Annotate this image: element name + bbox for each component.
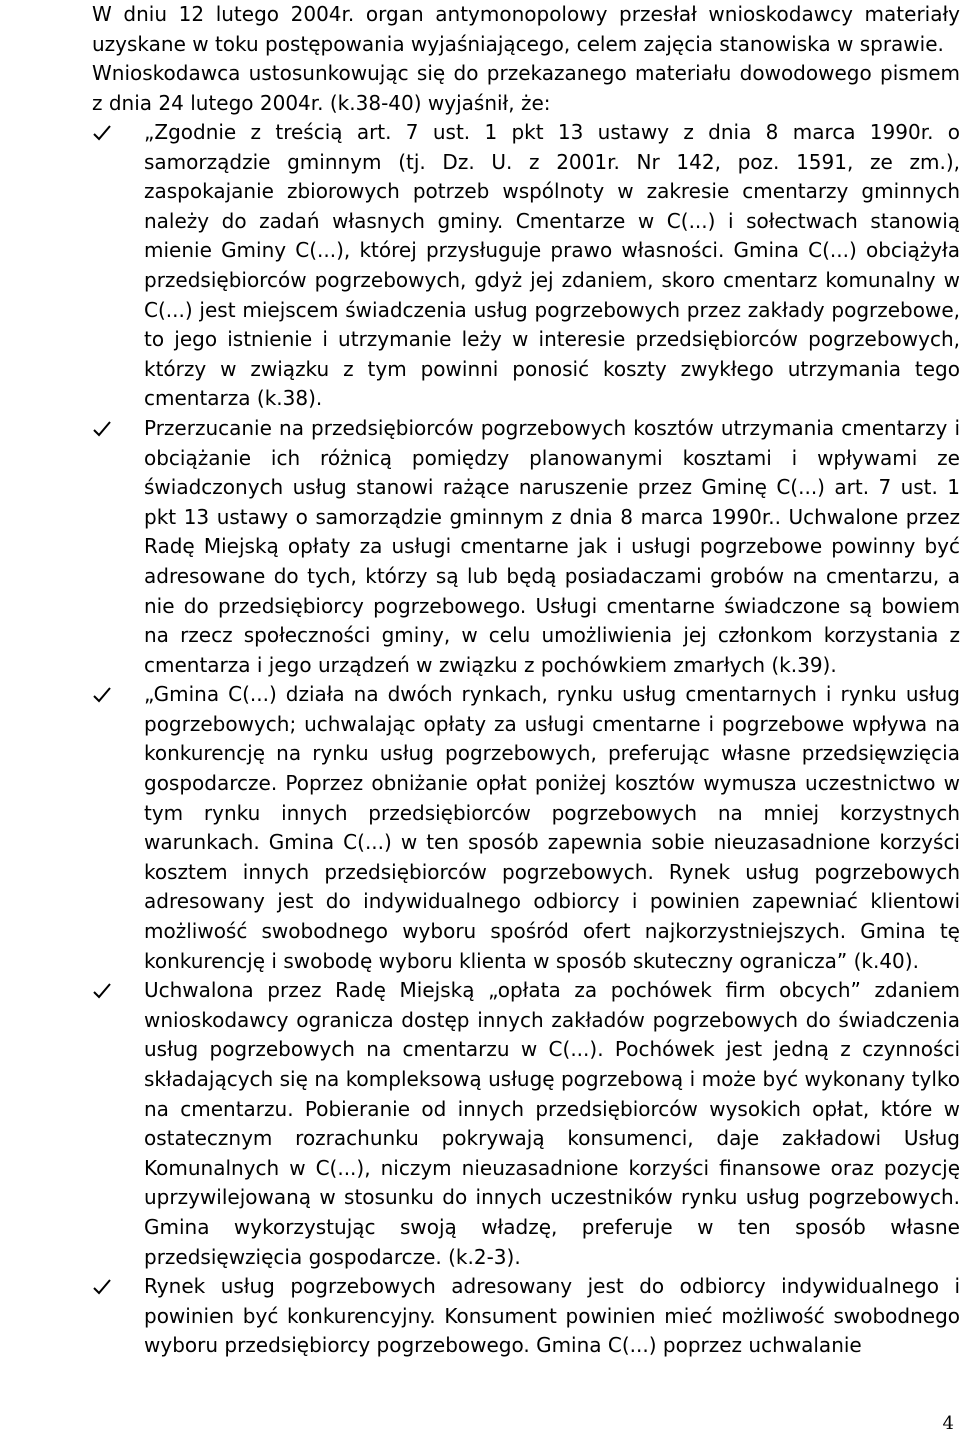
check-mark-icon — [92, 976, 116, 1006]
intro-paragraph-1: W dniu 12 lutego 2004r. organ antymonopolowy przesłał wnioskodawcy materiały uzyskane w toku postępowania wyjaśniającego, celem zajęcia stanowiska w sprawie. — [92, 2, 960, 56]
list-item-text: Przerzucanie na przedsiębiorców pogrzebowych kosztów utrzymania cmentarzy i obciążanie ich różnicą pomiędzy planowanymi kosztami i wpływami ze świadczonych usług stanowi rażące naruszenie przez Gminę C(...) art. 7 ust. 1 pkt 13 ustawy o samorządzie gminnym z dnia 8 marca 1990r.. Uchwalone przez Radę Miejską opłaty za usługi cmentarne jak i usługi pogrzebowe powinny być adresowane do tych, którzy są lub będą posiadaczami grobów na cmentarzu, a nie do przedsiębiorcy pogrzebowego. Usługi cmentarne świadczone są bowiem na rzecz społeczności gminy, w celu umożliwienia jej członkom korzystania z cmentarza i jego urządzeń w związku z pochówkiem zmarłych (k.39). — [144, 415, 960, 677]
intro-text — [92, 0, 960, 118]
list-item-text: Uchwalona przez Radę Miejską „opłata za pochówek firm obcych” zdaniem wnioskodawcy ogranicza dostęp innych zakładów pogrzebowych do świadczenia usług pogrzebowych na cmentarzu w C(...). Pochówek jest jedną z czynności składających się na kompleksową usługę pogrzebową i może być wykonany tylko na cmentarzu. Pobieranie od innych przedsiębiorców wysokich opłat, które w ostatecznym rozrachunku pokrywają konsumenci, daje zakładowi Usług Komunalnych w C(...), niczym nieuzasadnione korzyści finansowe oraz pozycję uprzywilejowaną w stosunku do innych uczestników rynku usług pogrzebowych. Gmina wykorzystując swoją władzę, preferuje w ten sposób własne przedsięwzięcia gospodarcze. (k.2-3). — [144, 978, 960, 1269]
list-item — [92, 976, 960, 1272]
list-item — [92, 118, 960, 414]
check-mark-icon — [92, 118, 116, 148]
list-item-text: „Zgodnie z treścią art. 7 ust. 1 pkt 13 ustawy z dnia 8 marca 1990r. o samorządzie gminnym (tj. Dz. U. z 2001r. Nr 142, poz. 1591, ze zm.), zaspokajanie zbiorowych potrzeb wspólnoty w zakresie cmentarzy gminnych należy do zadań własnych gminy. Cmentarze w C(...) i sołectwach stanowią mienie Gminy C(...), której przysługuje prawo własności. Gmina C(...) obciążyła przedsiębiorców pogrzebowych, gdyż jej zdaniem, skoro cmentarz komunalny w C(...) jest miejscem świadczenia usług pogrzebowych przez zakłady pogrzebowe, to jego istnienie i utrzymanie leży w interesie przedsiębiorców pogrzebowych, którzy w związku z tym powinni ponosić koszty zwykłego utrzymania tego cmentarza (k.38). — [144, 120, 960, 411]
list-item — [92, 680, 960, 976]
page-number: 4 — [942, 1413, 954, 1434]
check-mark-icon — [92, 1272, 116, 1302]
list-item — [92, 1272, 960, 1361]
intro-paragraph-2: Wnioskodawca ustosunkowując się do przekazanego materiału dowodowego pismem z dnia 24 lutego 2004r. (k.38-40) wyjaśnił, że: — [92, 61, 960, 115]
statement-list — [92, 118, 960, 1361]
check-mark-icon — [92, 680, 116, 710]
list-item-text: Rynek usług pogrzebowych adresowany jest do odbiorcy indywidualnego i powinien być konkurencyjny. Konsument powinien mieć możliwość swobodnego wyboru przedsiębiorcy pogrzebowego. Gmina C(...) poprzez uchwalanie — [144, 1274, 960, 1358]
list-item-text: „Gmina C(...) działa na dwóch rynkach, rynku usług cmentarnych i rynku usług pogrzebowych; uchwalając opłaty za usługi cmentarne i pogrzebowe wpływa na konkurencję na rynku usług pogrzebowych, preferując własne przedsięwzięcia gospodarcze. Poprzez obniżanie opłat poniżej kosztów wymusza uczestnictwo w tym rynku innych przedsiębiorców pogrzebowych na mniej korzystnych warunkach. Gmina C(...) w ten sposób zapewnia sobie nieuzasadnione korzyści kosztem innych przedsiębiorców pogrzebowych. Rynek usług pogrzebowych adresowany jest do indywidualnego odbiorcy i powinien zapewniać klientowi możliwość swobodnego wyboru spośród ofert najkorzystniejszych. Gmina tę konkurencję i swobodę wyboru klienta w sposób skuteczny ogranicza” (k.40). — [144, 682, 960, 973]
list-item — [92, 414, 960, 680]
check-mark-icon — [92, 414, 116, 444]
